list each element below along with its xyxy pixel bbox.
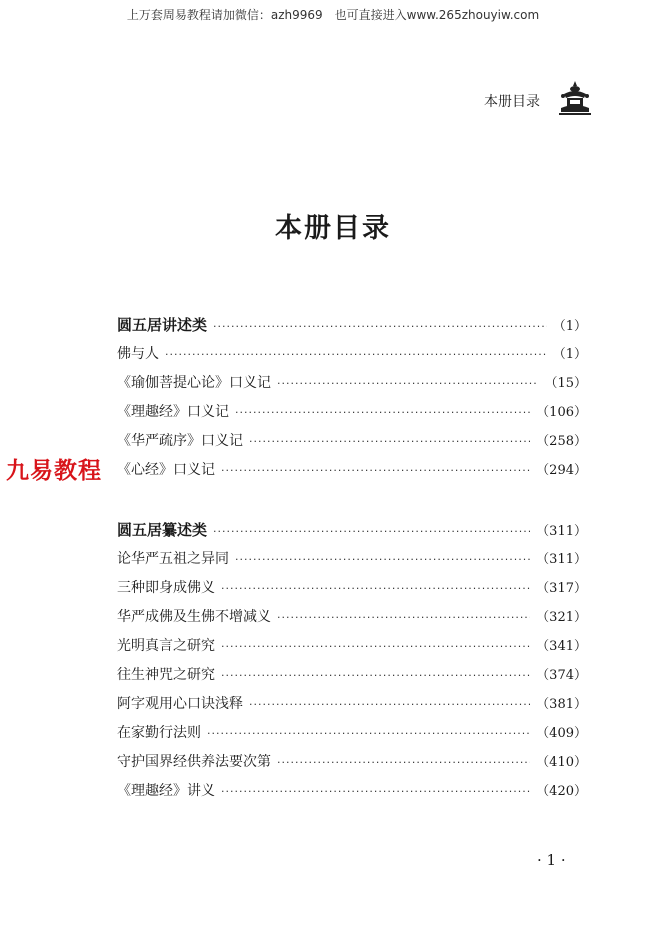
page-title: 本册目录 <box>275 213 391 244</box>
dot-leader <box>277 756 530 769</box>
dot-leader <box>221 785 530 798</box>
toc-page-number: （374） <box>536 668 587 683</box>
page-number: · 1 · <box>537 851 566 869</box>
dot-leader <box>235 406 530 419</box>
toc-page-number: （321） <box>536 610 587 625</box>
toc-entry <box>117 780 587 809</box>
dot-leader <box>235 553 530 566</box>
toc-page-number: （420） <box>536 784 587 799</box>
toc-entry <box>117 606 587 635</box>
dot-leader <box>221 582 530 595</box>
toc-heading <box>117 314 587 343</box>
toc-entry <box>117 722 587 751</box>
toc-page-number: （341） <box>536 639 587 654</box>
running-header: 本册目录 <box>484 94 540 110</box>
toc-section-lectures <box>117 314 587 488</box>
toc-entry-title: 《理趣经》讲义 <box>117 783 215 799</box>
toc-page-number: （106） <box>536 405 587 420</box>
toc-entry <box>117 548 587 577</box>
toc-entry-title: 《心经》口义记 <box>117 462 215 478</box>
toc-entry-title: 阿字观用心口诀浅释 <box>117 696 243 712</box>
toc-entry-title: 在家勤行法则 <box>117 725 201 741</box>
toc-page-number: （258） <box>536 434 587 449</box>
toc-entry <box>117 693 587 722</box>
dot-leader <box>221 669 530 682</box>
toc-entry-title: 三种即身成佛义 <box>117 580 215 596</box>
toc-entry-title: 佛与人 <box>117 346 159 362</box>
dot-leader <box>221 640 530 653</box>
dot-leader <box>221 464 530 477</box>
dot-leader <box>165 348 547 361</box>
toc-entry-title: 论华严五祖之异同 <box>117 551 229 567</box>
toc-entry <box>117 372 587 401</box>
toc-page-number: （410） <box>536 755 587 770</box>
dot-leader <box>207 727 530 740</box>
toc-heading-title: 圆五居讲述类 <box>117 316 208 334</box>
dharma-emblem-icon <box>558 80 592 116</box>
toc-heading-title: 圆五居纂述类 <box>117 521 208 539</box>
toc-page-number: （311） <box>536 524 587 539</box>
toc-entry-title: 光明真言之研究 <box>117 638 215 654</box>
toc-entry-title: 华严成佛及生佛不增减义 <box>117 609 271 625</box>
dot-leader <box>213 525 530 538</box>
toc-section-compilations <box>117 519 587 809</box>
dot-leader <box>277 611 530 624</box>
toc-entry <box>117 401 587 430</box>
toc-entry <box>117 751 587 780</box>
toc-entry-title: 往生神咒之研究 <box>117 667 215 683</box>
toc-page-number: （317） <box>536 581 587 596</box>
toc-page-number: （1） <box>552 319 587 334</box>
toc-entry <box>117 635 587 664</box>
toc-page-number: （409） <box>536 726 587 741</box>
toc-entry-title: 《理趣经》口义记 <box>117 404 229 420</box>
toc-entry-title: 《瑜伽菩提心论》口义记 <box>117 375 271 391</box>
toc-page-number: （15） <box>544 376 587 391</box>
dot-leader <box>213 320 547 333</box>
top-watermark: 上万套周易教程请加微信：azh9969 也可直接进入www.265zhouyiw.com <box>126 8 540 22</box>
dot-leader <box>277 377 538 390</box>
toc-page-number: （311） <box>536 552 587 567</box>
toc-entry <box>117 343 587 372</box>
toc-entry-title: 《华严疏序》口义记 <box>117 433 243 449</box>
toc-entry-title: 守护国界经供养法要次第 <box>117 754 271 770</box>
toc-heading <box>117 519 587 548</box>
side-watermark: 九易教程 <box>6 458 102 484</box>
toc-entry <box>117 430 587 459</box>
toc-entry <box>117 577 587 606</box>
toc-page-number: （1） <box>552 347 587 362</box>
toc-page-number: （294） <box>536 463 587 478</box>
dot-leader <box>249 698 530 711</box>
dot-leader <box>249 435 530 448</box>
toc-page-number: （381） <box>536 697 587 712</box>
toc-entry <box>117 664 587 693</box>
toc-entry <box>117 459 587 488</box>
